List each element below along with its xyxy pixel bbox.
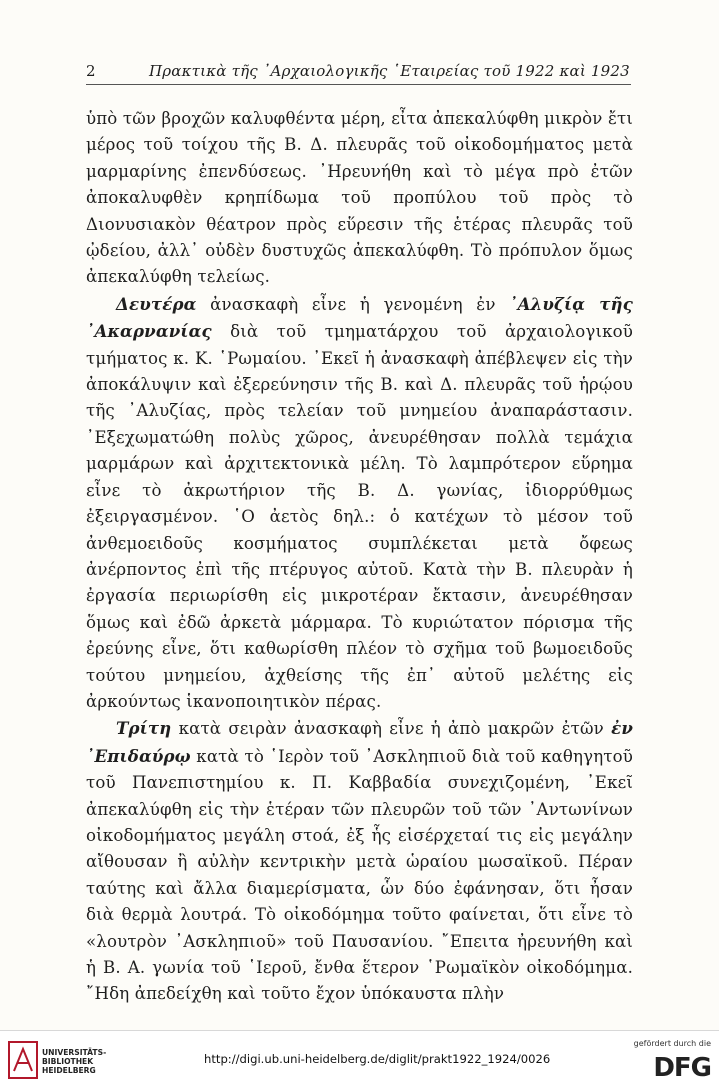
paragraph-2 (86, 291, 633, 716)
page-number: 2 (86, 62, 96, 80)
paragraph-3-text-b: κατὰ τὸ ῾Ιερὸν τοῦ ᾿Ασκληπιοῦ διὰ τοῦ καθηγητοῦ τοῦ Πανεπιστημίου κ. Π. Καββαδία συνεχιζομένη, ᾿Εκεῖ ἀπεκαλύφθη εἰς τὴν ἑτέραν τῶν πλευρῶν τοῦ τῶν ᾿Αντωνίνων οἰκοδομήματος μεγάλη στοά, ἐξ ἧς εἰσέρχεταί τις εἰς μεγάλην αἴθουσαν ἢ αὐλὴν κεντρικὴν μετὰ ὡραίου μωσαϊκοῦ. Πέραν ταύτης καὶ ἄλλα διαμερίσματα, ὧν δύο ἐφάνησαν, ὅτι ἦσαν διὰ θερμὰ λουτρά. Τὸ οἰκοδόμημα τοῦτο φαίνεται, ὅτι εἶνε τὸ «λουτρὸν ᾿Ασκληπιοῦ» τοῦ Παυσανίου. ῎Επειτα ἠρευνήθη καὶ ἡ Β. Α. γωνία τοῦ ῾Ιεροῦ, ἔνθα ἕτερον ῾Ρωμαϊκὸν οἰκοδόμημα. ῎Ηδη ἀπεδείχθη καὶ τοῦτο ἔχον ὑπόκαυστα πλὴν (86, 746, 633, 1004)
paragraph-3 (86, 715, 633, 1007)
paragraph-1: ὑπὸ τῶν βροχῶν καλυφθέντα μέρη, εἶτα ἀπεκαλύφθη μικρὸν ἔτι μέρος τοῦ τοίχου τῆς Β. Δ. πλευρᾶς τοῦ οἰκοδομήματος μετὰ μαρμαρίνης ἐπενδύσεως. ᾿Ηρευνήθη καὶ τὸ μέγα πρὸ ἐτῶν ἀποκαλυφθὲν κρηπίδωμα τοῦ προπύλου τοῦ πρὸς τὸ Διονυσιακὸν θέατρον πρὸς εὕρεσιν τῆς ἑτέρας πλευρᾶς τοῦ ᾠδείου, ἀλλ᾽ οὐδὲν δυστυχῶς ἀπεκαλύφθη. Τὸ πρόπυλον ὅμως ἀπεκαλύφθη τελείως. (86, 109, 633, 287)
place-name-alyzia: ᾿Αλυζίᾳ τῆς ᾿Ακαρνανίας (86, 293, 633, 342)
viewer-footer (0, 1030, 719, 1088)
paragraph-3-text-a: κατὰ σειρὰν ἀνασκαφὴ εἶνε ἡ ἀπὸ μακρῶν ἐτῶν (171, 719, 612, 739)
university-seal-icon (8, 1041, 38, 1079)
running-title: Πρακτικὰ τῆς ᾿Αρχαιολογικῆς ῾Εταιρείας τοῦ 1922 καὶ 1923 (149, 62, 630, 80)
paragraph-2-lead: Δευτέρα (116, 293, 197, 314)
paragraph-2-text-b: διὰ τοῦ τμηματάρχου τοῦ ἀρχαιολογικοῦ τμήματος κ. Κ. ῾Ρωμαίου. ᾿Εκεῖ ἡ ἀνασκαφὴ ἀπέβλεψεν εἰς τὴν ἀποκάλυψιν καὶ ἐξερεύνησιν τῆς Β. καὶ Δ. πλευρᾶς τοῦ ἡρῴου τῆς ᾿Αλυζίας, πρὸς τελείαν τοῦ μνημείου ἀναπαράστασιν. ᾿Εξεχωματώθη πολὺς χῶρος, ἀνευρέθησαν πολλὰ τεμάχια μαρμάρων καὶ ἀρχιτεκτονικὰ μέλη. Τὸ λαμπρότερον εὕρημα εἶνε τὸ ἀκρωτήριον τῆς Β. Δ. γωνίας, ἰδιορρύθμως ἐξειργασμένον. ῾Ο ἀετὸς δηλ.: ὁ κατέχων τὸ μέσον τοῦ ἀνθεμοειδοῦς κοσμήματος συμπλέκεται μετὰ ὄφεως ἀνέρποντος ἐπὶ τῆς πτέρυγος αὐτοῦ. Κατὰ τὴν Β. πλευρὰν ἡ ἐργασία περιωρίσθη εἰς μικροτέραν ἔκτασιν, ἀνευρέθησαν ὅμως καὶ ἐδῶ ἀρκετὰ μάρμαρα. Τὸ κυριώτατον πόρισμα τῆς ἐρεύνης εἶνε, ὅτι καθωρίσθη πλέον τὸ σχῆμα τοῦ βωμοειδοῦς τούτου μνημείου, ἀχθείσης τῆς ἐπ᾽ αὐτοῦ μελέτης εἰς ἀρκούντως ἱκανοποιητικὸν πέρας. (86, 322, 633, 711)
running-head (86, 62, 631, 85)
permalink-url[interactable]: http://digi.ub.uni-heidelberg.de/diglit/prakt1922_1924/0026 (204, 1052, 551, 1066)
library-name: UNIVERSITÄTS- BIBLIOTHEK HEIDELBERG (42, 1048, 107, 1075)
body-text (86, 106, 633, 1008)
place-name-epidaurus: ἐν ᾿Επιδαύρῳ (86, 718, 633, 766)
funding-note: gefördert durch die (633, 1039, 711, 1048)
paragraph-2-text-a: ἀνασκαφὴ εἶνε ἡ γενομένη ἐν (196, 294, 510, 314)
dfg-logo: DFG (653, 1053, 711, 1083)
paragraph-3-lead: Τρίτη (116, 718, 172, 739)
